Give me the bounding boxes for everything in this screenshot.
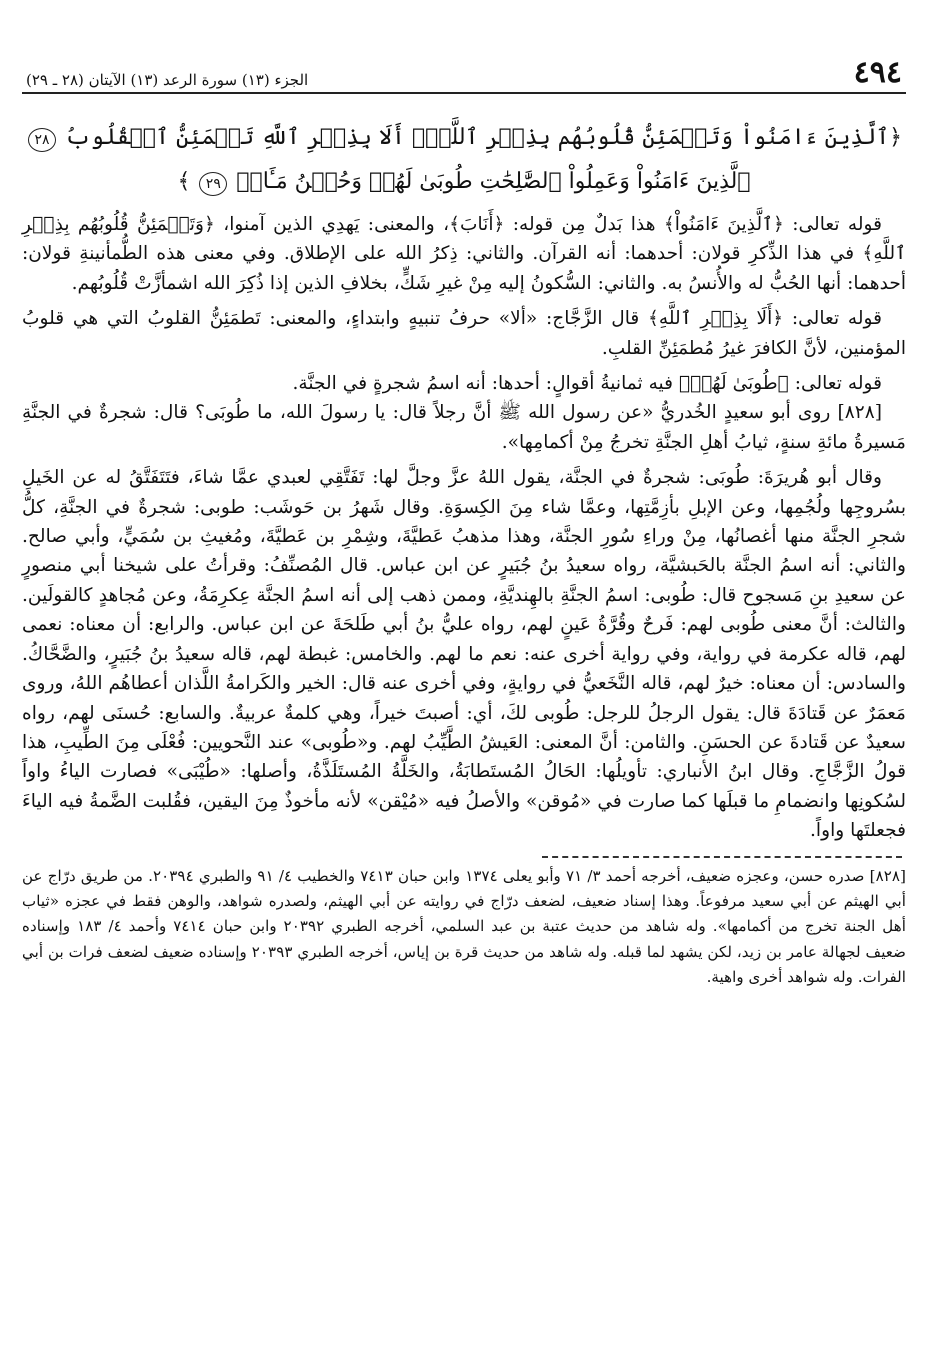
footnote-separator	[542, 856, 902, 858]
commentary-paragraph: قوله تعالى: ﴿طُوبَىٰ لَهُمۡ﴾ فيه ثمانيةُ أقوالٍ: أحدها: أنه اسمُ شجرةٍ في الجنَّة.	[292, 373, 882, 395]
verse-close-bracket: ﴾	[177, 169, 191, 194]
commentary-paragraph: وقال أبو هُريرَةَ: طُوبَى: شجرةٌ في الجنَّة، يقول اللهُ عزَّ وجلَّ لها: تَفَتَّقِي لعبدي عمَّا شاءَ، فتَتَفَتَّقُ له عن الخَيلِ بسُروجِها ولُجُمِها، وعن الإبلِ بأزِمَّتِها، وعمَّا شاء مِنَ الكِسوَةِ. وقال شَهرُ بن حَوشَب: طوبى: شجرةٌ في الجنَّةِ، كلُّ شجرِ الجنَّة منها أغصانُها، مِنْ وراءِ سُورِ الجنَّة، وهذا مذهبُ عَطيَّةَ، وشِمْرِ بن عَطيَّةَ، ومُغيثِ بن سُمَيٍّ، وأبي صالح. والثاني: أنه اسمُ الجنَّة بالحَبشيَّة، رواه سعيدُ بنُ جُبَيرٍ عن ابن عباس. قال المُصنِّفُ: وقرأتُ على شيخنا أبي منصورٍ عن سعيدِ بنِ مَسجوح قال: طُوبى: اسمُ الجنَّةِ بالهِنديَّةِ، وممن ذهب إلى أنه اسمُ الجنَّة عِكرِمَةُ، وعن مُجاهدٍ كالقولَين. والثالث: أنَّ معنى طُوبى لهم: فَرحٌ وقُرَّةُ عَينٍ لهم، رواه عليُّ بنُ أبي طَلحَةَ عن ابن عباس. والرابع: أن معناه: نعمى لهم، قاله عكرمة في رواية، وفي رواية أخرى عنه: نعم ما لهم. والخامس: غبطة لهم، قاله سعيدُ بنُ جُبَيرٍ، والضَّحَّاكُ. والسادس: أن معناه: خيرٌ لهم، قاله النَّخَعيُّ في روايةٍ، وفي أخرى عنه قال: الخير والكَرامةُ اللَّذان أعطاهُم اللهُ، وروى مَعمَرٌ عن قَتادَةَ قال: يقول الرجلُ للرجل: طُوبى لكَ، أي: أصبتَ خيراً، وهي كلمةٌ عربيةٌ. والسابع: حُسنَى لهم، رواه سعيدٌ عن قَتادةَ عن الحسَنِ. والثامن: أنَّ المعنى: العَيشُ الطَّيِّبُ لهم. و«طُوبى» عند النَّحويين: فُعْلَى مِنَ الطِّيبِ، هذا قولُ الزَّجَّاجِ. وقال ابنُ الأنباري: تأويلُها: الحَالُ المُستَطابَةُ، والخَلَّةُ المُستَلَذَّةُ، وأصلها: «طُيْبَى» فصارت الياءُ واواً لسُكونِها وانضمامِ ما قبلَها كما صارت في «مُوقن» والأصلُ فيه «مُيْقن» لأنه مأخوذٌ مِنَ اليقين، فقُلبت الضَّمةُ فيه الياءَ فجعلتَها واواً.	[22, 467, 906, 842]
verse-number-marker: ٢٩	[199, 172, 227, 196]
verse-29-text: ٱلَّذِينَ ءَامَنُواْ وَعَمِلُواْ ٱلصَّٰلِحَٰتِ طُوبَىٰ لَهُمۡ وَحُسۡنُ مَـَٔابٖ	[236, 169, 751, 194]
commentary-paragraph: قوله تعالى: ﴿أَلَا بِذِكۡرِ ٱللَّهِ﴾ قال الزَّجَّاج: «ألا» حرفُ تنبيهٍ وابتداءٍ، والمعنى: تَطمَئِنُّ القلوبُ التي هي قلوبُ المؤمنين، لأنَّ الكافرَ غيرُ مُطمَئِنِّ القلبِ.	[22, 308, 906, 359]
hadith-paragraph: [٨٢٨] روى أبو سعيدٍ الخُدريُّ «عن رسول الله ﷺ أنَّ رجلاً قال: يا رسولَ الله، ما طُوبَى؟ قال: شجرةٌ في الجنَّةِ مَسيرةُ مائةِ سنةٍ، ثيابُ أهلِ الجنَّةِ تخرجُ مِنْ أكمامِها».	[22, 402, 906, 453]
quran-verses	[22, 116, 906, 204]
commentary-paragraph: قوله تعالى: ﴿ٱلَّذِينَ ءَامَنُواْ﴾ هذا بَدلٌ مِن قوله: ﴿أَنَابَ﴾، والمعنى: يَهدِي الذين آمنوا، ﴿وَتَطۡمَئِنُّ قُلُوبُهُم بِذِكۡرِ ٱللَّهِ﴾ في هذا الذِّكرِ قولان: أحدهما: أنه القرآن. والثاني: ذِكرُ الله على الإطلاق. وفي معنى هذه الطُّمأنينةِ قولان: أحدهما: أنها الحُبُّ له والأُنسُ به. والثاني: السُّكونُ إليه مِنْ غيرِ شَكٍّ، بخلافِ الذين إذا ذُكِرَ الله اشمأزَّتْ قُلُوبُهم.	[22, 214, 906, 294]
verse-number-marker: ٢٨	[28, 128, 56, 152]
verse-28-text: ﴿ٱلَّذِينَ ءَامَنُواْ وَتَطۡمَئِنُّ قُلُوبُهُم بِذِكۡرِ ٱللَّهِۗ أَلَا بِذِكۡرِ ٱللَّهِ تَطۡمَئِنُّ ٱلۡقُلُوبُ	[65, 125, 902, 150]
footnote: [٨٢٨] صدره حسن، وعجزه ضعيف، أخرجه أحمد ٣/ ٧١ وأبو يعلى ١٣٧٤ وابن حبان ٧٤١٣ والخطيب ٤/ ٩١ والطبري ٢٠٣٩٤. من طريق درّاج عن أبي الهيثم عن أبي سعيد مرفوعاً. وهذا إسناد ضعيف، لضعف درّاج في روايته عن أبي الهيثم، ولصدره شواهد، والوهن فقط في عجزه «ثياب أهل الجنة تخرج من أكمامها». وله شاهد من حديث عتبة بن عبد السلمي، أخرجه الطبري ٢٠٣٩٢ وابن حبان ٧٤١٤ وأحمد ٤/ ١٨٣ وإسناده ضعيف لجهالة عامر بن زيد، لكن يشهد لما قبله. وله شاهد من حديث قرة بن إياس، أخرجه الطبري ٢٠٣٩٣ وإسناده ضعيف لضعف فرات بن أبي الفرات. وله شواهد أخرى واهية.	[22, 866, 907, 987]
page	[22, 48, 906, 991]
page-number: ٤٩٤	[853, 55, 902, 90]
running-head	[22, 48, 906, 94]
running-title: الجزء (١٣) سورة الرعد (١٣) الآيتان (٢٨ ـ ٢٩)	[26, 71, 309, 89]
